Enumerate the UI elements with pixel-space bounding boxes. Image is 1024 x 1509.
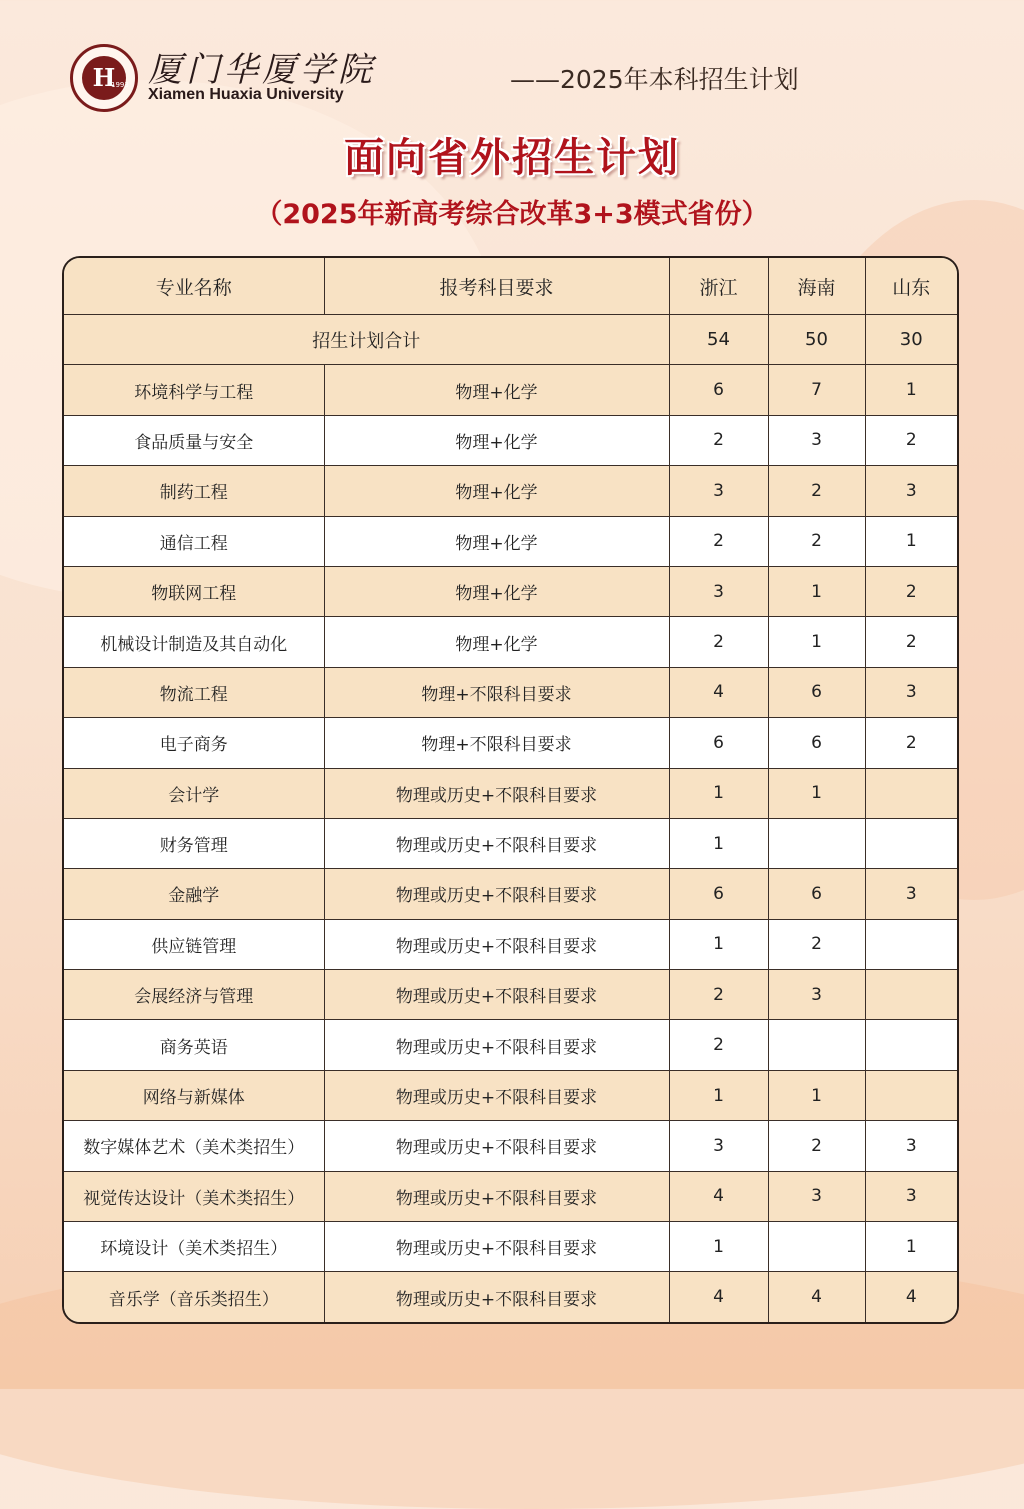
cell-subjects: 物理+化学 bbox=[324, 617, 669, 667]
cell-subjects: 物理或历史+不限科目要求 bbox=[324, 818, 669, 868]
cell-major: 机械设计制造及其自动化 bbox=[64, 617, 324, 667]
cell-major: 通信工程 bbox=[64, 516, 324, 566]
university-name-en: Xiamen Huaxia University bbox=[148, 86, 344, 103]
cell-hainan: 2 bbox=[768, 466, 865, 516]
cell-shandong: 1 bbox=[865, 1222, 957, 1272]
cell-subjects: 物理或历史+不限科目要求 bbox=[324, 869, 669, 919]
total-label: 招生计划合计 bbox=[64, 315, 669, 365]
cell-zhejiang: 4 bbox=[669, 1171, 768, 1221]
cell-hainan: 1 bbox=[768, 566, 865, 616]
cell-hainan: 3 bbox=[768, 415, 865, 465]
table-row bbox=[64, 415, 957, 465]
cell-subjects: 物理+化学 bbox=[324, 516, 669, 566]
cell-major: 环境科学与工程 bbox=[64, 365, 324, 415]
cell-zhejiang: 3 bbox=[669, 566, 768, 616]
table-row bbox=[64, 1020, 957, 1070]
cell-zhejiang: 1 bbox=[669, 768, 768, 818]
logo-year: 1993 bbox=[111, 81, 129, 89]
cell-hainan: 6 bbox=[768, 869, 865, 919]
university-name-cn: 厦门华厦学院 bbox=[148, 50, 376, 90]
cell-hainan: 3 bbox=[768, 970, 865, 1020]
cell-zhejiang: 2 bbox=[669, 415, 768, 465]
cell-shandong bbox=[865, 970, 957, 1020]
cell-shandong: 2 bbox=[865, 415, 957, 465]
cell-hainan: 2 bbox=[768, 919, 865, 969]
cell-subjects: 物理或历史+不限科目要求 bbox=[324, 919, 669, 969]
table-row bbox=[64, 1222, 957, 1272]
cell-subjects: 物理或历史+不限科目要求 bbox=[324, 1171, 669, 1221]
cell-major: 财务管理 bbox=[64, 818, 324, 868]
cell-major: 制药工程 bbox=[64, 466, 324, 516]
cell-subjects: 物理或历史+不限科目要求 bbox=[324, 1121, 669, 1171]
cell-major: 商务英语 bbox=[64, 1020, 324, 1070]
cell-hainan: 3 bbox=[768, 1171, 865, 1221]
page-header bbox=[70, 40, 970, 110]
cell-zhejiang: 6 bbox=[669, 365, 768, 415]
table-row bbox=[64, 667, 957, 717]
cell-hainan: 1 bbox=[768, 1070, 865, 1120]
cell-zhejiang: 2 bbox=[669, 617, 768, 667]
total-hainan: 50 bbox=[768, 315, 865, 365]
cell-hainan: 6 bbox=[768, 667, 865, 717]
cell-subjects: 物理或历史+不限科目要求 bbox=[324, 1070, 669, 1120]
table-row bbox=[64, 869, 957, 919]
cell-subjects: 物理+化学 bbox=[324, 415, 669, 465]
cell-shandong bbox=[865, 818, 957, 868]
table-row bbox=[64, 1121, 957, 1171]
table-row bbox=[64, 919, 957, 969]
cell-hainan bbox=[768, 818, 865, 868]
plan-subtitle: ——2025年本科招生计划 bbox=[510, 65, 799, 94]
cell-zhejiang: 2 bbox=[669, 516, 768, 566]
cell-zhejiang: 1 bbox=[669, 818, 768, 868]
total-zhejiang: 54 bbox=[669, 315, 768, 365]
cell-shandong: 1 bbox=[865, 516, 957, 566]
cell-zhejiang: 6 bbox=[669, 718, 768, 768]
table-row bbox=[64, 818, 957, 868]
cell-major: 环境设计（美术类招生） bbox=[64, 1222, 324, 1272]
cell-subjects: 物理或历史+不限科目要求 bbox=[324, 1020, 669, 1070]
table-row bbox=[64, 1171, 957, 1221]
table-row bbox=[64, 566, 957, 616]
table-row bbox=[64, 768, 957, 818]
header-shandong: 山东 bbox=[865, 258, 957, 315]
enrollment-table-frame bbox=[62, 256, 959, 1324]
cell-subjects: 物理+化学 bbox=[324, 566, 669, 616]
cell-subjects: 物理或历史+不限科目要求 bbox=[324, 970, 669, 1020]
cell-hainan: 4 bbox=[768, 1272, 865, 1322]
cell-shandong: 3 bbox=[865, 869, 957, 919]
enrollment-table bbox=[64, 258, 957, 1322]
total-row bbox=[64, 315, 957, 365]
cell-shandong: 3 bbox=[865, 1121, 957, 1171]
cell-hainan: 2 bbox=[768, 516, 865, 566]
cell-major: 会计学 bbox=[64, 768, 324, 818]
table-row bbox=[64, 516, 957, 566]
table-row bbox=[64, 1070, 957, 1120]
table-row bbox=[64, 365, 957, 415]
cell-shandong: 3 bbox=[865, 667, 957, 717]
cell-shandong: 3 bbox=[865, 466, 957, 516]
logo-emblem: H bbox=[82, 56, 126, 100]
cell-hainan bbox=[768, 1020, 865, 1070]
cell-shandong: 2 bbox=[865, 617, 957, 667]
cell-major: 食品质量与安全 bbox=[64, 415, 324, 465]
cell-major: 网络与新媒体 bbox=[64, 1070, 324, 1120]
total-shandong: 30 bbox=[865, 315, 957, 365]
header-zhejiang: 浙江 bbox=[669, 258, 768, 315]
cell-shandong bbox=[865, 1070, 957, 1120]
cell-hainan: 7 bbox=[768, 365, 865, 415]
cell-subjects: 物理+化学 bbox=[324, 365, 669, 415]
cell-subjects: 物理+不限科目要求 bbox=[324, 718, 669, 768]
table-row bbox=[64, 1272, 957, 1322]
cell-major: 金融学 bbox=[64, 869, 324, 919]
cell-hainan bbox=[768, 1222, 865, 1272]
cell-zhejiang: 4 bbox=[669, 667, 768, 717]
cell-major: 视觉传达设计（美术类招生） bbox=[64, 1171, 324, 1221]
cell-hainan: 6 bbox=[768, 718, 865, 768]
cell-subjects: 物理+化学 bbox=[324, 466, 669, 516]
table-header-row bbox=[64, 258, 957, 315]
cell-subjects: 物理或历史+不限科目要求 bbox=[324, 1272, 669, 1322]
cell-major: 数字媒体艺术（美术类招生） bbox=[64, 1121, 324, 1171]
header-major: 专业名称 bbox=[64, 258, 324, 315]
cell-subjects: 物理或历史+不限科目要求 bbox=[324, 768, 669, 818]
cell-zhejiang: 2 bbox=[669, 970, 768, 1020]
cell-zhejiang: 1 bbox=[669, 919, 768, 969]
page-title: 面向省外招生计划 bbox=[344, 135, 680, 181]
table-row bbox=[64, 718, 957, 768]
cell-shandong: 2 bbox=[865, 566, 957, 616]
cell-shandong: 1 bbox=[865, 365, 957, 415]
cell-shandong: 2 bbox=[865, 718, 957, 768]
page-subtitle: （2025年新高考综合改革3+3模式省份） bbox=[255, 199, 769, 230]
cell-major: 会展经济与管理 bbox=[64, 970, 324, 1020]
cell-shandong bbox=[865, 919, 957, 969]
cell-hainan: 1 bbox=[768, 768, 865, 818]
table-row bbox=[64, 970, 957, 1020]
cell-major: 供应链管理 bbox=[64, 919, 324, 969]
cell-zhejiang: 3 bbox=[669, 1121, 768, 1171]
cell-hainan: 1 bbox=[768, 617, 865, 667]
table-row bbox=[64, 466, 957, 516]
cell-zhejiang: 1 bbox=[669, 1222, 768, 1272]
cell-major: 电子商务 bbox=[64, 718, 324, 768]
header-hainan: 海南 bbox=[768, 258, 865, 315]
cell-zhejiang: 2 bbox=[669, 1020, 768, 1070]
cell-shandong bbox=[865, 768, 957, 818]
cell-major: 物联网工程 bbox=[64, 566, 324, 616]
cell-zhejiang: 3 bbox=[669, 466, 768, 516]
cell-major: 音乐学（音乐类招生） bbox=[64, 1272, 324, 1322]
cell-subjects: 物理或历史+不限科目要求 bbox=[324, 1222, 669, 1272]
table-row bbox=[64, 617, 957, 667]
cell-shandong: 4 bbox=[865, 1272, 957, 1322]
cell-subjects: 物理+不限科目要求 bbox=[324, 667, 669, 717]
cell-shandong: 3 bbox=[865, 1171, 957, 1221]
cell-zhejiang: 4 bbox=[669, 1272, 768, 1322]
cell-zhejiang: 1 bbox=[669, 1070, 768, 1120]
cell-zhejiang: 6 bbox=[669, 869, 768, 919]
cell-major: 物流工程 bbox=[64, 667, 324, 717]
university-logo bbox=[70, 44, 138, 112]
header-subjects: 报考科目要求 bbox=[324, 258, 669, 315]
cell-hainan: 2 bbox=[768, 1121, 865, 1171]
cell-shandong bbox=[865, 1020, 957, 1070]
